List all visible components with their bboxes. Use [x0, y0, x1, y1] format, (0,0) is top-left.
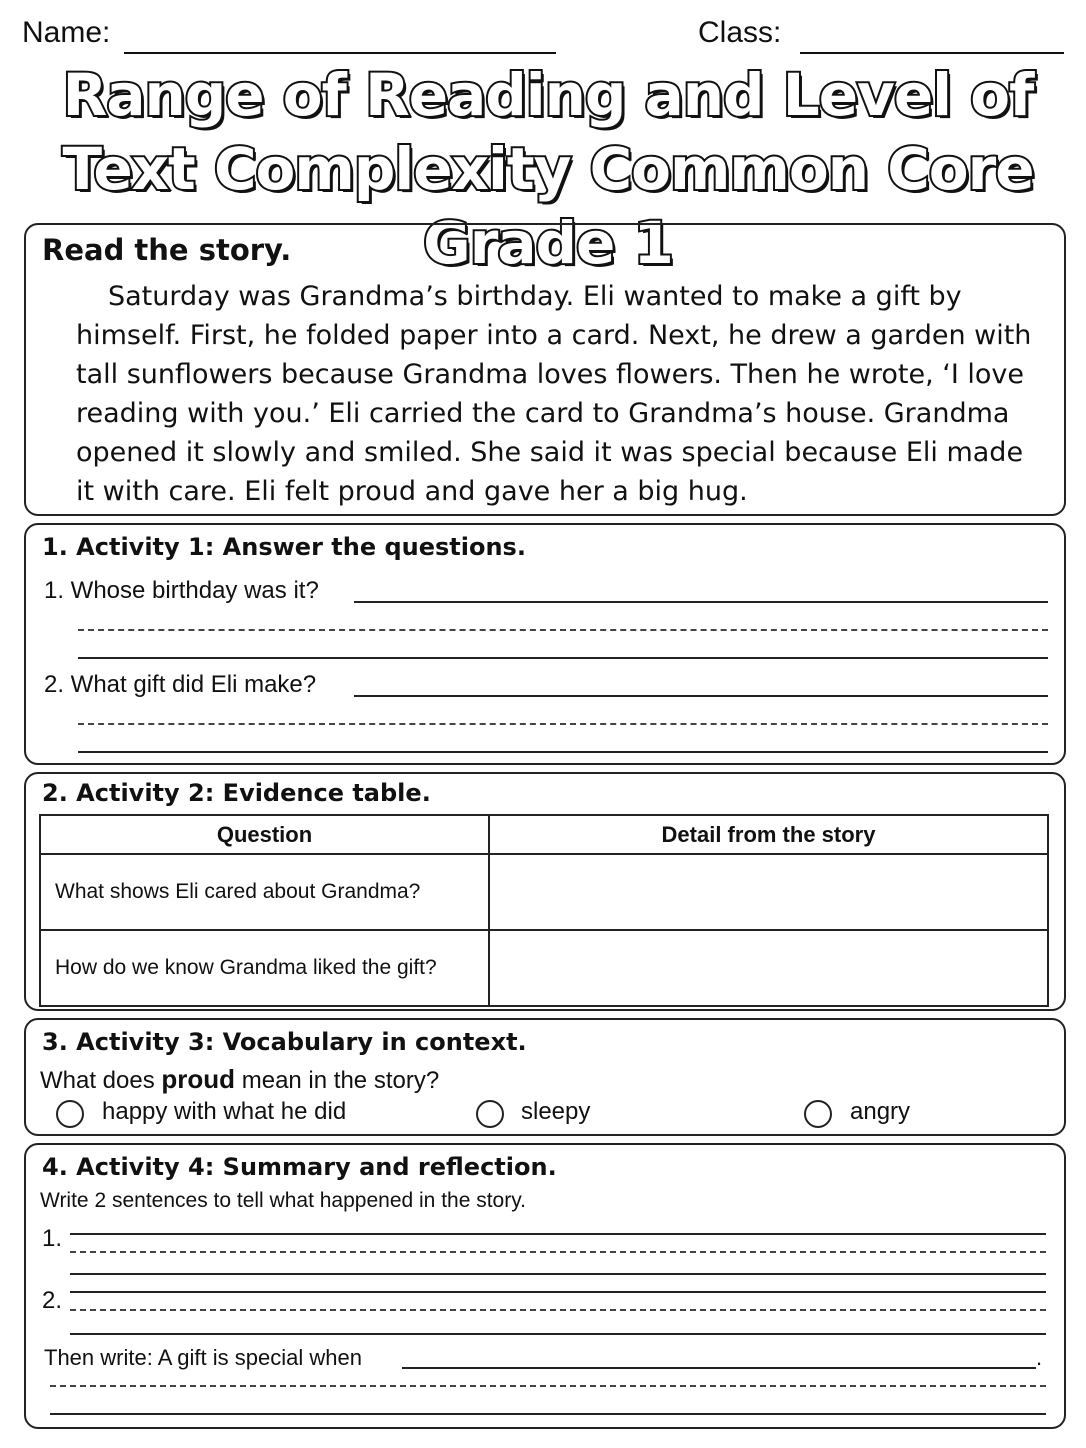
- column-header-question: Question: [40, 815, 489, 854]
- reflection-line-2[interactable]: [50, 1413, 1046, 1415]
- sentence-line[interactable]: [70, 1333, 1046, 1335]
- name-label: Name:: [22, 16, 111, 49]
- story-text: [76, 277, 1034, 511]
- answer-line[interactable]: [354, 601, 1048, 603]
- answer-line[interactable]: [354, 695, 1048, 697]
- class-field[interactable]: [800, 52, 1064, 54]
- question-cell: What shows Eli cared about Grandma?: [40, 854, 489, 930]
- vocab-word: proud: [161, 1064, 236, 1094]
- option-2-radio[interactable]: [476, 1100, 504, 1128]
- activity-4-box: [24, 1143, 1066, 1429]
- sentence-guide-line: [70, 1251, 1046, 1253]
- title-line-1: Range of Reading and Level of: [62, 61, 1034, 129]
- answer-guide-line: [78, 723, 1048, 725]
- reflection-line[interactable]: [402, 1367, 1036, 1369]
- answer-guide-line: [78, 629, 1048, 631]
- reflection-guide-line: [50, 1385, 1046, 1387]
- summary-instruction: Write 2 sentences to tell what happened in the story.: [40, 1189, 527, 1212]
- question-cell: How do we know Grandma liked the gift?: [40, 930, 489, 1006]
- answer-line[interactable]: [78, 657, 1048, 659]
- option-3-label: angry: [850, 1098, 911, 1125]
- question-1-text: 1. Whose birthday was it?: [44, 577, 319, 604]
- story-paragraph: Saturday was Grandma’s birthday. Eli wanted to make a gift by himself. First, he folded paper into a card. Next, he drew a garden with tall sunflowers because Grandma loves flowers. Then he wrote, ‘I love reading with you.’ Eli carried the card to Grandma’s house. Grandma opened it slowly and smiled. She said it was special because Eli made it with care. Eli felt proud and gave her a big hug.: [76, 281, 1032, 507]
- question-2-text: 2. What gift did Eli make?: [44, 671, 317, 698]
- activity-1-heading: 1. Activity 1: Answer the questions.: [42, 533, 526, 561]
- question-2: [44, 671, 1048, 705]
- story-box: [24, 223, 1066, 516]
- sentence-1-line[interactable]: [70, 1233, 1046, 1235]
- reflection-period: .: [1036, 1345, 1043, 1370]
- name-field[interactable]: [124, 52, 556, 54]
- column-header-detail: Detail from the story: [489, 815, 1048, 854]
- sentence-2-line[interactable]: [70, 1291, 1046, 1293]
- evidence-table: [39, 814, 1049, 1007]
- table-row: [40, 854, 1048, 930]
- vocab-question-end: mean in the story?: [235, 1067, 440, 1094]
- sentence-line[interactable]: [70, 1273, 1046, 1275]
- reflection-prompt: Then write: A gift is special when: [44, 1345, 362, 1370]
- story-heading: Read the story.: [42, 233, 292, 267]
- vocab-question: [40, 1064, 439, 1095]
- activity-4-heading: 4. Activity 4: Summary and reflection.: [42, 1153, 557, 1181]
- option-1-radio[interactable]: [56, 1100, 84, 1128]
- option-1-label: happy with what he did: [102, 1098, 347, 1125]
- activity-2-box: [24, 772, 1066, 1011]
- table-header-row: [40, 815, 1048, 854]
- question-1: [44, 577, 1048, 611]
- activity-3-heading: 3. Activity 3: Vocabulary in context.: [42, 1028, 527, 1056]
- detail-cell[interactable]: [489, 854, 1048, 930]
- class-label: Class:: [698, 16, 782, 49]
- option-3-radio[interactable]: [804, 1100, 832, 1128]
- sentence-1-number: 1.: [42, 1225, 63, 1252]
- answer-line[interactable]: [78, 751, 1048, 753]
- sentence-2-number: 2.: [42, 1287, 63, 1314]
- activity-2-heading: 2. Activity 2: Evidence table.: [42, 779, 431, 807]
- header: [22, 12, 1064, 52]
- option-2-label: sleepy: [521, 1098, 591, 1125]
- activity-1-box: [24, 523, 1066, 765]
- detail-cell[interactable]: [489, 930, 1048, 1006]
- activity-3-box: [24, 1018, 1066, 1136]
- sentence-guide-line: [70, 1309, 1046, 1311]
- title-line-2: Text Complexity Common Core Grade 1: [62, 135, 1034, 277]
- table-row: [40, 930, 1048, 1006]
- vocab-question-start: What does: [40, 1067, 162, 1094]
